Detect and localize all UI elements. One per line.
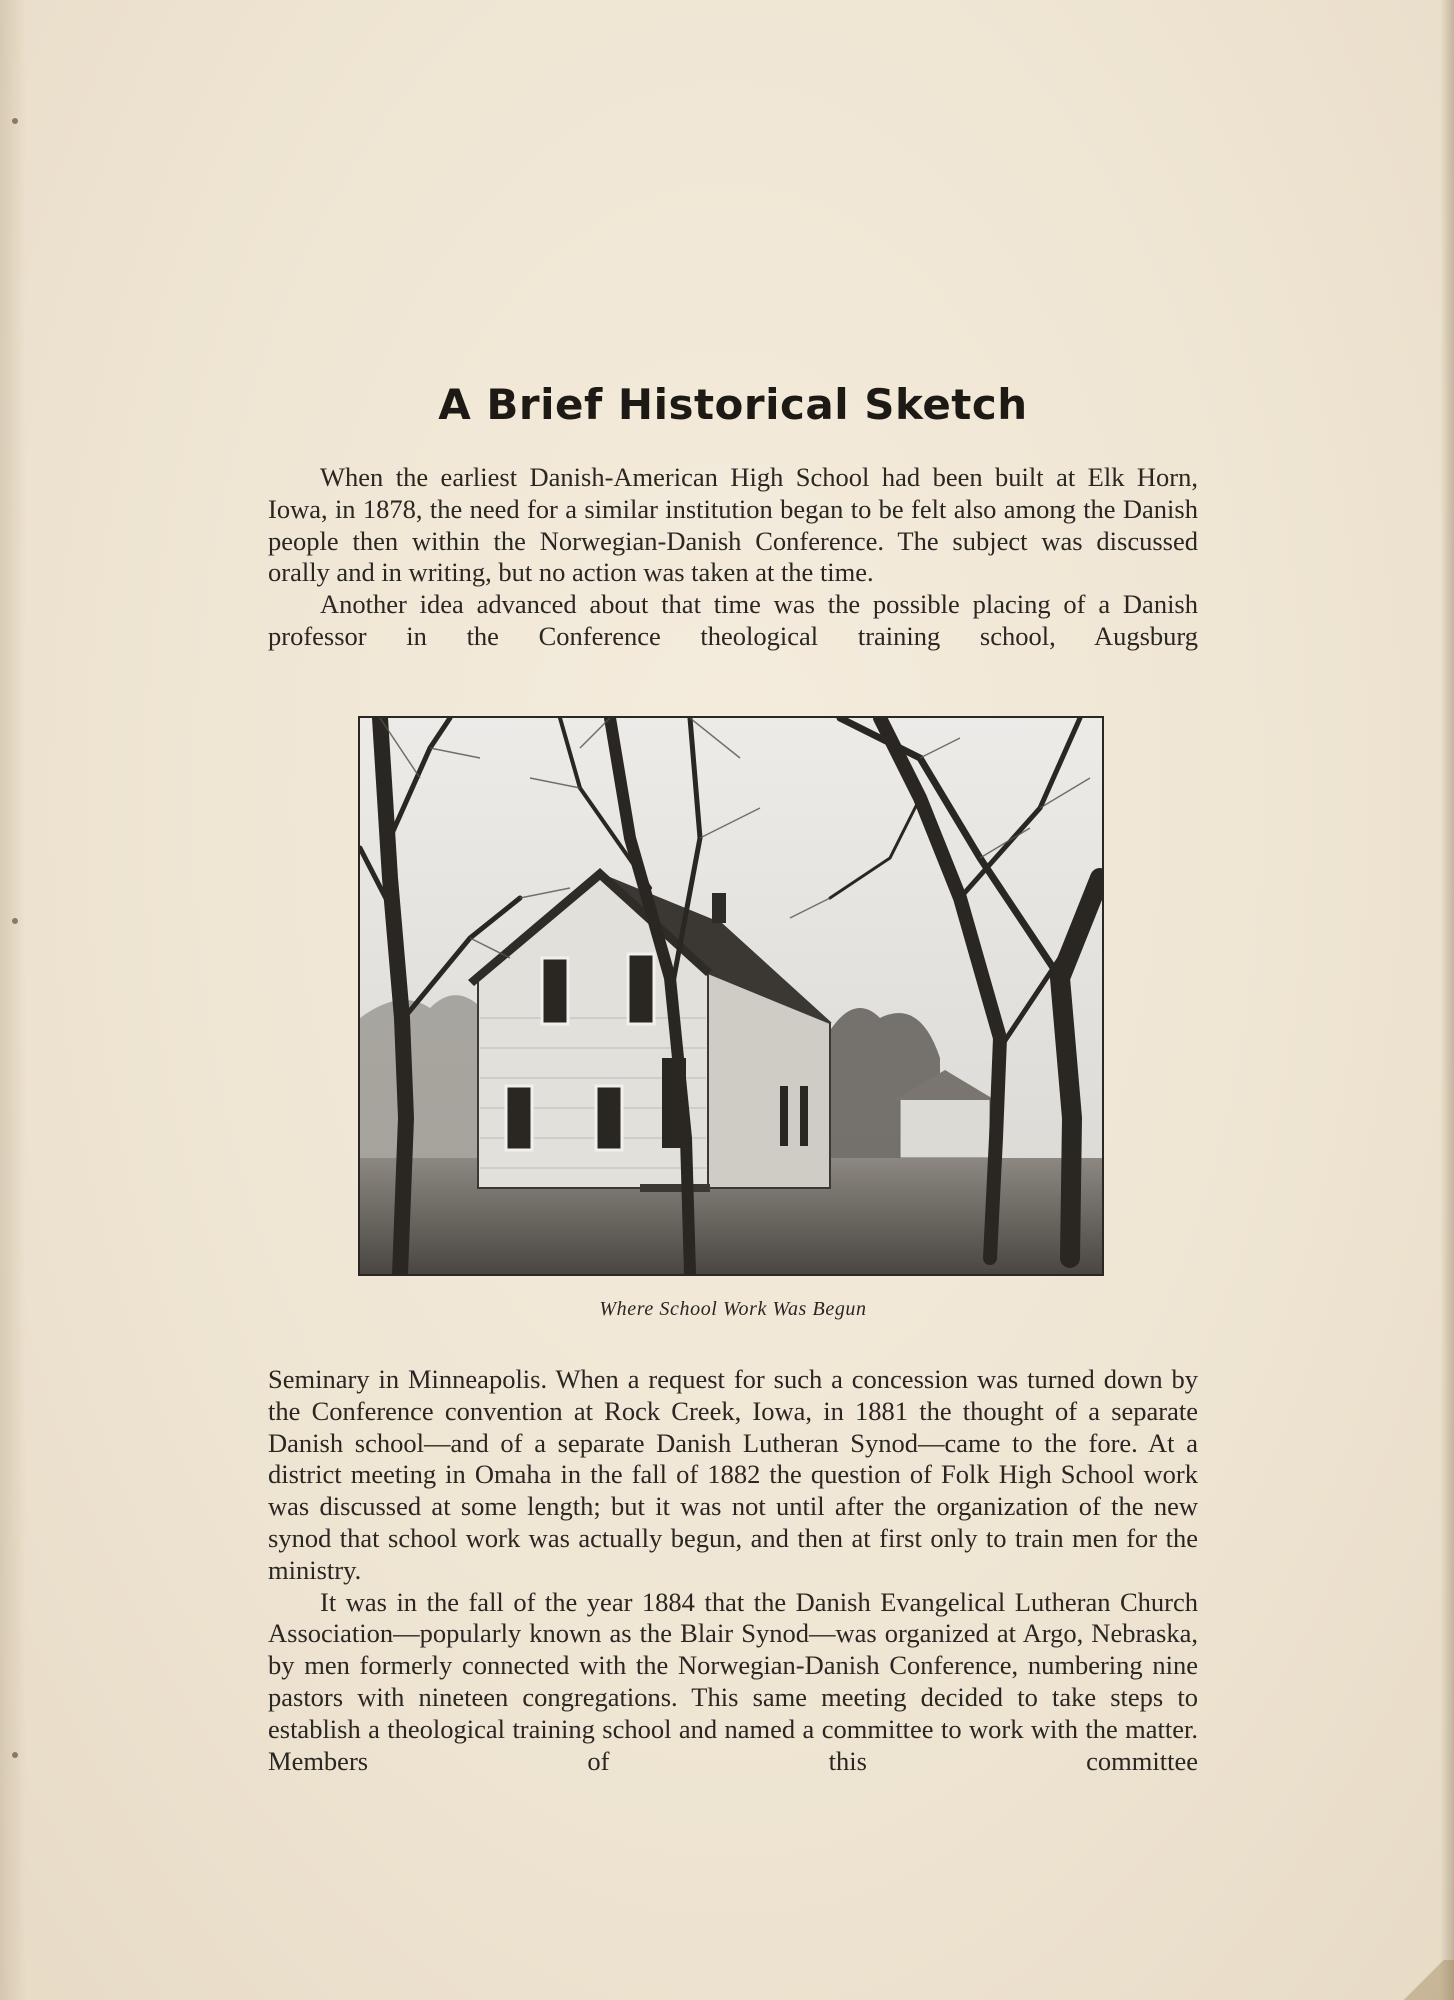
paragraph: Another idea advanced about that time was the possible placing of a Danish professor in the Conference theological training school, Augsburg — [268, 589, 1198, 651]
folded-corner — [1394, 1960, 1454, 2000]
paragraph: It was in the fall of the year 1884 that the Danish Evangelical Lutheran Church Association—popularly known as the Blair Synod—was organized at Argo, Nebraska, by men formerly connected with the Norwegian-Danish Conference, numbering nine pastors with nineteen congregations. This same meeting decided to take steps to establish a theological training school and named a committee to work with the matter. Members of this committee — [268, 1586, 1198, 1776]
binding-mark — [12, 918, 18, 924]
schoolhouse-illustration — [360, 718, 1102, 1274]
page-right-edge — [1440, 0, 1454, 2000]
main-text-block — [268, 1364, 1198, 1777]
binding-mark — [12, 1752, 18, 1758]
binding-mark — [12, 118, 18, 124]
page-left-edge — [0, 0, 26, 2000]
page-title: A Brief Historical Sketch — [438, 380, 1028, 429]
paragraph: When the earliest Danish-American High School had been built at Elk Horn, Iowa, in 1878, the need for a similar institution began to be felt also among the Danish people then within the Norwegian-Danish Conference. The subject was discussed orally and in writing, but no action was taken at the time. — [268, 462, 1198, 588]
schoolhouse-photo — [358, 716, 1104, 1276]
photo-caption: Where School Work Was Begun — [599, 1298, 867, 1320]
intro-text-block — [268, 462, 1198, 653]
paragraph: Seminary in Minneapolis. When a request for such a concession was turned down by the Conference convention at Rock Creek, Iowa, in 1881 the thought of a separate Danish school—and of a separate Danish Lutheran Synod—came to the fore. At a district meeting in Omaha in the fall of 1882 the question of Folk High School work was discussed at some length; but it was not until after the organization of the new synod that school work was actually begun, and then at first only to train men for the ministry. — [268, 1364, 1198, 1585]
